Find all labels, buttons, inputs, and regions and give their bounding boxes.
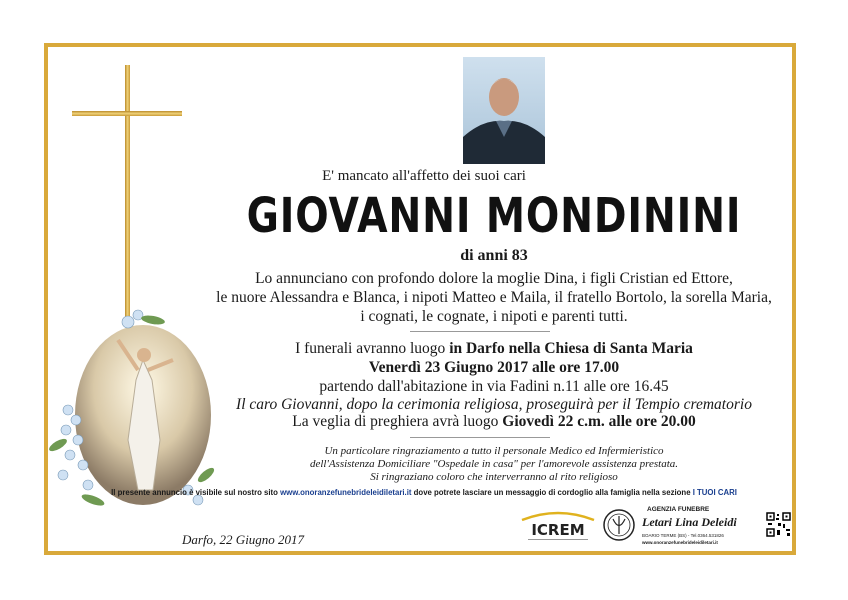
funeral-line-4: Il caro Giovanni, dopo la cerimonia religiosa, proseguirà per il Tempio crematorio [236,396,752,413]
section-link[interactable]: I TUOI CARI [692,488,737,497]
notice-date: Darfo, 22 Giugno 2017 [182,532,305,547]
family-line-2: le nuore Alessandra e Blanca, i nipoti Matteo e Maila, il fratello Bortolo, la sorella Maria, [216,289,772,306]
agency-name: Letari Lina Deleidi [642,515,737,529]
thanks-line-2: dell'Assistenza Domiciliare "Ospedale in casa" per l'amorevole assistenza prestata. [309,458,679,470]
thanks-line-3: Si ringraziano coloro che interverranno al rito religioso [370,471,618,483]
icrem-logo [518,508,598,548]
funeral-line-1: I funerali avranno luogo in Darfo nella Chiesa di Santa Maria [295,340,693,357]
website-link[interactable]: www.onoranzefunebrideleidiletari.it [280,488,412,497]
qr-code-icon [766,512,791,537]
funeral-line-5: La veglia di preghiera avrà luogo Giovedì 22 c.m. alle ore 20.00 [292,413,696,430]
divider [410,331,550,332]
agency-emblem-icon [602,508,636,542]
agency-title: AGENZIA FUNEBRE [647,506,710,513]
funeral-line-3: partendo dall'abitazione in via Fadini n.11 alle ore 16.45 [319,378,669,395]
divider [410,437,550,438]
cross-icon-bar [72,111,182,116]
funeral-line-2: Venerdì 23 Giugno 2017 alle ore 17.00 [368,359,620,376]
website-notice: Il presente annuncio è visibile sul nostro sito www.onoranzefunebrideleidiletari.it dove potrete lasciare un messaggio di cordoglio alla famiglia nella sezione I TUOI CARI [111,488,737,497]
thanks-line-1: Un particolare ringraziamento a tutto il personale Medico ed Infermieristico [324,445,664,457]
agency-website: www.onoranzefunebrideleidiletari.it [642,540,718,545]
agency-address: BOARIO TERME (BS) - Tel.0364.531826 [642,533,724,538]
svg-text:ICREM: ICREM [531,521,585,539]
deceased-age: di anni 83 [460,247,528,264]
family-line-1: Lo annunciano con profondo dolore la moglie Dina, i figli Cristian ed Ettore, [255,270,733,287]
deceased-name: GIOVANNI MONDININI [246,188,742,244]
deceased-photo [463,57,545,164]
intro-text: E' mancato all'affetto dei suoi cari [322,168,526,184]
agency-logo [600,506,760,548]
family-line-3: i cognati, le cognate, i nipoti e parenti tutti. [360,308,628,325]
